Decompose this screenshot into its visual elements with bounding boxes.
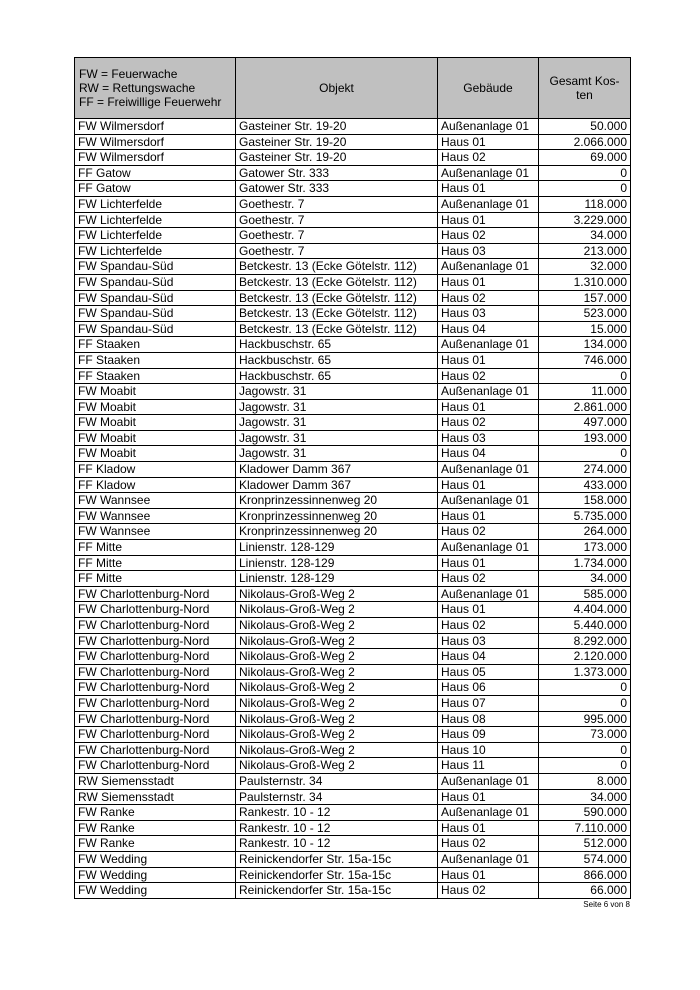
kosten-cell: 2.861.000 bbox=[539, 399, 631, 415]
table-row bbox=[75, 306, 631, 322]
table-row bbox=[75, 664, 631, 680]
table-row bbox=[75, 384, 631, 400]
station-cell: FF Staaken bbox=[75, 337, 236, 353]
kosten-cell: 3.229.000 bbox=[539, 212, 631, 228]
objekt-cell: Betckestr. 13 (Ecke Götelstr. 112) bbox=[236, 259, 438, 275]
kosten-cell: 5.735.000 bbox=[539, 508, 631, 524]
gebaeude-cell: Haus 01 bbox=[438, 212, 539, 228]
table-row bbox=[75, 368, 631, 384]
header-objekt: Objekt bbox=[236, 58, 438, 119]
station-cell: FW Ranke bbox=[75, 836, 236, 852]
gebaeude-cell: Haus 01 bbox=[438, 477, 539, 493]
kosten-cell: 7.110.000 bbox=[539, 820, 631, 836]
station-cell: FW Spandau-Süd bbox=[75, 321, 236, 337]
gebaeude-cell: Außenanlage 01 bbox=[438, 851, 539, 867]
station-cell: FW Moabit bbox=[75, 415, 236, 431]
gebaeude-cell: Haus 02 bbox=[438, 415, 539, 431]
table-row bbox=[75, 883, 631, 899]
objekt-cell: Paulsternstr. 34 bbox=[236, 789, 438, 805]
objekt-cell: Goethestr. 7 bbox=[236, 196, 438, 212]
station-cell: FF Kladow bbox=[75, 477, 236, 493]
station-cell: FW Wilmersdorf bbox=[75, 134, 236, 150]
objekt-cell: Nikolaus-Groß-Weg 2 bbox=[236, 586, 438, 602]
station-cell: RW Siemensstadt bbox=[75, 789, 236, 805]
kosten-cell: 0 bbox=[539, 181, 631, 197]
kosten-cell: 134.000 bbox=[539, 337, 631, 353]
table-row bbox=[75, 477, 631, 493]
objekt-cell: Nikolaus-Groß-Weg 2 bbox=[236, 742, 438, 758]
gebaeude-cell: Haus 01 bbox=[438, 820, 539, 836]
station-cell: FW Moabit bbox=[75, 430, 236, 446]
objekt-cell: Linienstr. 128-129 bbox=[236, 540, 438, 556]
kosten-cell: 497.000 bbox=[539, 415, 631, 431]
table-row bbox=[75, 851, 631, 867]
kosten-cell: 264.000 bbox=[539, 524, 631, 540]
table-row bbox=[75, 836, 631, 852]
station-cell: FW Moabit bbox=[75, 399, 236, 415]
objekt-cell: Betckestr. 13 (Ecke Götelstr. 112) bbox=[236, 306, 438, 322]
gebaeude-cell: Außenanlage 01 bbox=[438, 805, 539, 821]
table-row bbox=[75, 680, 631, 696]
objekt-cell: Jagowstr. 31 bbox=[236, 415, 438, 431]
objekt-cell: Gatower Str. 333 bbox=[236, 181, 438, 197]
gebaeude-cell: Außenanlage 01 bbox=[438, 165, 539, 181]
table-row bbox=[75, 259, 631, 275]
kosten-cell: 995.000 bbox=[539, 711, 631, 727]
station-cell: FF Staaken bbox=[75, 352, 236, 368]
objekt-cell: Kronprinzessinnenweg 20 bbox=[236, 493, 438, 509]
gebaeude-cell: Haus 01 bbox=[438, 181, 539, 197]
table-row bbox=[75, 181, 631, 197]
objekt-cell: Kladower Damm 367 bbox=[236, 477, 438, 493]
table-row bbox=[75, 695, 631, 711]
legend-ff: FF = Freiwillige Feuerwehr bbox=[79, 95, 222, 109]
gebaeude-cell: Haus 05 bbox=[438, 664, 539, 680]
kosten-cell: 4.404.000 bbox=[539, 602, 631, 618]
table-row bbox=[75, 555, 631, 571]
gebaeude-cell: Außenanlage 01 bbox=[438, 462, 539, 478]
gebaeude-cell: Haus 01 bbox=[438, 867, 539, 883]
gebaeude-cell: Haus 02 bbox=[438, 228, 539, 244]
kosten-cell: 69.000 bbox=[539, 150, 631, 166]
objekt-cell: Kronprinzessinnenweg 20 bbox=[236, 524, 438, 540]
gebaeude-cell: Haus 11 bbox=[438, 758, 539, 774]
table-row bbox=[75, 290, 631, 306]
table-row bbox=[75, 462, 631, 478]
table-row bbox=[75, 337, 631, 353]
gebaeude-cell: Haus 03 bbox=[438, 430, 539, 446]
gebaeude-cell: Außenanlage 01 bbox=[438, 493, 539, 509]
header-gesamt-kosten: Gesamt Kos- ten bbox=[539, 58, 631, 119]
kosten-cell: 512.000 bbox=[539, 836, 631, 852]
table-row bbox=[75, 212, 631, 228]
kosten-cell: 158.000 bbox=[539, 493, 631, 509]
gebaeude-cell: Außenanlage 01 bbox=[438, 586, 539, 602]
kosten-cell: 34.000 bbox=[539, 228, 631, 244]
kosten-cell: 866.000 bbox=[539, 867, 631, 883]
table-row bbox=[75, 540, 631, 556]
gebaeude-cell: Haus 06 bbox=[438, 680, 539, 696]
table-row bbox=[75, 867, 631, 883]
objekt-cell: Jagowstr. 31 bbox=[236, 446, 438, 462]
station-cell: FW Wannsee bbox=[75, 493, 236, 509]
kosten-cell: 15.000 bbox=[539, 321, 631, 337]
kosten-cell: 2.120.000 bbox=[539, 649, 631, 665]
objekt-cell: Reinickendorfer Str. 15a-15c bbox=[236, 883, 438, 899]
gebaeude-cell: Haus 02 bbox=[438, 150, 539, 166]
station-cell: FF Kladow bbox=[75, 462, 236, 478]
table-row bbox=[75, 119, 631, 135]
gebaeude-cell: Haus 01 bbox=[438, 602, 539, 618]
kosten-cell: 0 bbox=[539, 680, 631, 696]
kosten-cell: 523.000 bbox=[539, 306, 631, 322]
gebaeude-cell: Haus 02 bbox=[438, 290, 539, 306]
kosten-cell: 213.000 bbox=[539, 243, 631, 259]
station-cell: FW Wannsee bbox=[75, 508, 236, 524]
station-cell: FF Staaken bbox=[75, 368, 236, 384]
gebaeude-cell: Haus 01 bbox=[438, 508, 539, 524]
table-row bbox=[75, 493, 631, 509]
table-header-row bbox=[75, 58, 631, 119]
gebaeude-cell: Außenanlage 01 bbox=[438, 196, 539, 212]
table-row bbox=[75, 430, 631, 446]
table-row bbox=[75, 399, 631, 415]
table-row bbox=[75, 196, 631, 212]
gebaeude-cell: Haus 01 bbox=[438, 134, 539, 150]
station-cell: FW Spandau-Süd bbox=[75, 274, 236, 290]
station-cell: FF Mitte bbox=[75, 555, 236, 571]
station-cell: FW Charlottenburg-Nord bbox=[75, 618, 236, 634]
table-row bbox=[75, 773, 631, 789]
station-cell: FW Wedding bbox=[75, 851, 236, 867]
station-cell: FW Charlottenburg-Nord bbox=[75, 664, 236, 680]
kosten-cell: 0 bbox=[539, 368, 631, 384]
objekt-cell: Rankestr. 10 - 12 bbox=[236, 805, 438, 821]
objekt-cell: Nikolaus-Groß-Weg 2 bbox=[236, 664, 438, 680]
kosten-cell: 5.440.000 bbox=[539, 618, 631, 634]
table-body bbox=[75, 119, 631, 899]
kosten-cell: 8.000 bbox=[539, 773, 631, 789]
header-gebaeude: Gebäude bbox=[438, 58, 539, 119]
table-row bbox=[75, 352, 631, 368]
gebaeude-cell: Haus 10 bbox=[438, 742, 539, 758]
station-cell: FW Spandau-Süd bbox=[75, 290, 236, 306]
objekt-cell: Gasteiner Str. 19-20 bbox=[236, 119, 438, 135]
table-row bbox=[75, 711, 631, 727]
objekt-cell: Nikolaus-Groß-Weg 2 bbox=[236, 633, 438, 649]
kosten-cell: 0 bbox=[539, 165, 631, 181]
table-row bbox=[75, 649, 631, 665]
kosten-cell: 73.000 bbox=[539, 727, 631, 743]
objekt-cell: Betckestr. 13 (Ecke Götelstr. 112) bbox=[236, 290, 438, 306]
objekt-cell: Nikolaus-Groß-Weg 2 bbox=[236, 711, 438, 727]
station-cell: FW Spandau-Süd bbox=[75, 306, 236, 322]
station-cell: FW Spandau-Süd bbox=[75, 259, 236, 275]
gebaeude-cell: Haus 04 bbox=[438, 446, 539, 462]
gebaeude-cell: Außenanlage 01 bbox=[438, 773, 539, 789]
kosten-cell: 50.000 bbox=[539, 119, 631, 135]
gebaeude-cell: Haus 03 bbox=[438, 633, 539, 649]
table-row bbox=[75, 789, 631, 805]
kosten-cell: 1.310.000 bbox=[539, 274, 631, 290]
gebaeude-cell: Haus 02 bbox=[438, 368, 539, 384]
table-row bbox=[75, 446, 631, 462]
table-row bbox=[75, 165, 631, 181]
gebaeude-cell: Haus 07 bbox=[438, 695, 539, 711]
gebaeude-cell: Haus 02 bbox=[438, 571, 539, 587]
table-row bbox=[75, 805, 631, 821]
table-row bbox=[75, 602, 631, 618]
kosten-cell: 1.734.000 bbox=[539, 555, 631, 571]
gebaeude-cell: Haus 02 bbox=[438, 883, 539, 899]
gebaeude-cell: Haus 01 bbox=[438, 789, 539, 805]
kosten-cell: 66.000 bbox=[539, 883, 631, 899]
objekt-cell: Kronprinzessinnenweg 20 bbox=[236, 508, 438, 524]
gebaeude-cell: Haus 04 bbox=[438, 321, 539, 337]
station-cell: FW Charlottenburg-Nord bbox=[75, 727, 236, 743]
objekt-cell: Nikolaus-Groß-Weg 2 bbox=[236, 727, 438, 743]
kosten-cell: 34.000 bbox=[539, 789, 631, 805]
kosten-cell: 0 bbox=[539, 758, 631, 774]
table-row bbox=[75, 571, 631, 587]
station-cell: FW Wilmersdorf bbox=[75, 150, 236, 166]
objekt-cell: Jagowstr. 31 bbox=[236, 384, 438, 400]
station-cell: FW Wedding bbox=[75, 867, 236, 883]
table-row bbox=[75, 618, 631, 634]
station-cell: FW Lichterfelde bbox=[75, 243, 236, 259]
gebaeude-cell: Haus 04 bbox=[438, 649, 539, 665]
table-row bbox=[75, 586, 631, 602]
station-cell: FW Charlottenburg-Nord bbox=[75, 633, 236, 649]
kosten-cell: 274.000 bbox=[539, 462, 631, 478]
table-row bbox=[75, 742, 631, 758]
station-cell: FW Charlottenburg-Nord bbox=[75, 649, 236, 665]
objekt-cell: Betckestr. 13 (Ecke Götelstr. 112) bbox=[236, 274, 438, 290]
kosten-cell: 118.000 bbox=[539, 196, 631, 212]
gebaeude-cell: Haus 03 bbox=[438, 243, 539, 259]
gebaeude-cell: Außenanlage 01 bbox=[438, 337, 539, 353]
objekt-cell: Jagowstr. 31 bbox=[236, 399, 438, 415]
station-cell: FW Wannsee bbox=[75, 524, 236, 540]
objekt-cell: Reinickendorfer Str. 15a-15c bbox=[236, 867, 438, 883]
station-cell: FW Charlottenburg-Nord bbox=[75, 742, 236, 758]
station-cell: FW Charlottenburg-Nord bbox=[75, 695, 236, 711]
station-cell: RW Siemensstadt bbox=[75, 773, 236, 789]
objekt-cell: Gasteiner Str. 19-20 bbox=[236, 150, 438, 166]
objekt-cell: Goethestr. 7 bbox=[236, 212, 438, 228]
kosten-cell: 574.000 bbox=[539, 851, 631, 867]
station-cell: FW Ranke bbox=[75, 805, 236, 821]
objekt-cell: Paulsternstr. 34 bbox=[236, 773, 438, 789]
table-row bbox=[75, 524, 631, 540]
objekt-cell: Goethestr. 7 bbox=[236, 243, 438, 259]
table-row bbox=[75, 228, 631, 244]
objekt-cell: Linienstr. 128-129 bbox=[236, 571, 438, 587]
objekt-cell: Hackbuschstr. 65 bbox=[236, 337, 438, 353]
objekt-cell: Hackbuschstr. 65 bbox=[236, 352, 438, 368]
station-cell: FF Mitte bbox=[75, 540, 236, 556]
objekt-cell: Kladower Damm 367 bbox=[236, 462, 438, 478]
table-row bbox=[75, 415, 631, 431]
station-cell: FW Charlottenburg-Nord bbox=[75, 758, 236, 774]
gebaeude-cell: Haus 03 bbox=[438, 306, 539, 322]
kosten-cell: 173.000 bbox=[539, 540, 631, 556]
gebaeude-cell: Haus 08 bbox=[438, 711, 539, 727]
objekt-cell: Linienstr. 128-129 bbox=[236, 555, 438, 571]
objekt-cell: Goethestr. 7 bbox=[236, 228, 438, 244]
kosten-cell: 585.000 bbox=[539, 586, 631, 602]
objekt-cell: Rankestr. 10 - 12 bbox=[236, 820, 438, 836]
table-row bbox=[75, 134, 631, 150]
station-cell: FW Wedding bbox=[75, 883, 236, 899]
table-row bbox=[75, 150, 631, 166]
objekt-cell: Gasteiner Str. 19-20 bbox=[236, 134, 438, 150]
objekt-cell: Reinickendorfer Str. 15a-15c bbox=[236, 851, 438, 867]
header-legend bbox=[75, 58, 236, 119]
objekt-cell: Nikolaus-Groß-Weg 2 bbox=[236, 680, 438, 696]
table-row bbox=[75, 243, 631, 259]
gebaeude-cell: Haus 01 bbox=[438, 352, 539, 368]
gebaeude-cell: Außenanlage 01 bbox=[438, 540, 539, 556]
objekt-cell: Rankestr. 10 - 12 bbox=[236, 836, 438, 852]
gebaeude-cell: Außenanlage 01 bbox=[438, 384, 539, 400]
kosten-cell: 1.373.000 bbox=[539, 664, 631, 680]
station-cell: FW Wilmersdorf bbox=[75, 119, 236, 135]
gebaeude-cell: Außenanlage 01 bbox=[438, 119, 539, 135]
objekt-cell: Hackbuschstr. 65 bbox=[236, 368, 438, 384]
station-cell: FF Gatow bbox=[75, 165, 236, 181]
kosten-cell: 590.000 bbox=[539, 805, 631, 821]
station-cell: FW Charlottenburg-Nord bbox=[75, 680, 236, 696]
legend-fw: FW = Feuerwache bbox=[79, 67, 178, 81]
station-cell: FW Moabit bbox=[75, 384, 236, 400]
station-cell: FW Moabit bbox=[75, 446, 236, 462]
station-cell: FW Ranke bbox=[75, 820, 236, 836]
station-cell: FF Mitte bbox=[75, 571, 236, 587]
objekt-cell: Nikolaus-Groß-Weg 2 bbox=[236, 602, 438, 618]
kosten-cell: 11.000 bbox=[539, 384, 631, 400]
objekt-cell: Nikolaus-Groß-Weg 2 bbox=[236, 758, 438, 774]
objekt-cell: Nikolaus-Groß-Weg 2 bbox=[236, 695, 438, 711]
objekt-cell: Nikolaus-Groß-Weg 2 bbox=[236, 618, 438, 634]
station-cell: FW Lichterfelde bbox=[75, 196, 236, 212]
objekt-cell: Jagowstr. 31 bbox=[236, 430, 438, 446]
cost-table bbox=[74, 57, 631, 899]
station-cell: FW Lichterfelde bbox=[75, 228, 236, 244]
station-cell: FW Charlottenburg-Nord bbox=[75, 602, 236, 618]
gebaeude-cell: Haus 01 bbox=[438, 399, 539, 415]
table-row bbox=[75, 508, 631, 524]
table-row bbox=[75, 274, 631, 290]
station-cell: FF Gatow bbox=[75, 181, 236, 197]
station-cell: FW Charlottenburg-Nord bbox=[75, 586, 236, 602]
kosten-cell: 2.066.000 bbox=[539, 134, 631, 150]
kosten-cell: 34.000 bbox=[539, 571, 631, 587]
objekt-cell: Betckestr. 13 (Ecke Götelstr. 112) bbox=[236, 321, 438, 337]
table-row bbox=[75, 820, 631, 836]
station-cell: FW Charlottenburg-Nord bbox=[75, 711, 236, 727]
gebaeude-cell: Haus 09 bbox=[438, 727, 539, 743]
legend-rw: RW = Rettungswache bbox=[79, 81, 196, 95]
objekt-cell: Gatower Str. 333 bbox=[236, 165, 438, 181]
table-row bbox=[75, 321, 631, 337]
table-row bbox=[75, 727, 631, 743]
kosten-cell: 157.000 bbox=[539, 290, 631, 306]
gebaeude-cell: Außenanlage 01 bbox=[438, 259, 539, 275]
kosten-cell: 0 bbox=[539, 742, 631, 758]
kosten-cell: 0 bbox=[539, 695, 631, 711]
table-row bbox=[75, 633, 631, 649]
gebaeude-cell: Haus 01 bbox=[438, 274, 539, 290]
kosten-cell: 8.292.000 bbox=[539, 633, 631, 649]
page-number: Seite 6 von 8 bbox=[583, 900, 630, 909]
station-cell: FW Lichterfelde bbox=[75, 212, 236, 228]
kosten-cell: 433.000 bbox=[539, 477, 631, 493]
objekt-cell: Nikolaus-Groß-Weg 2 bbox=[236, 649, 438, 665]
kosten-cell: 193.000 bbox=[539, 430, 631, 446]
gebaeude-cell: Haus 02 bbox=[438, 618, 539, 634]
gebaeude-cell: Haus 01 bbox=[438, 555, 539, 571]
kosten-cell: 746.000 bbox=[539, 352, 631, 368]
kosten-cell: 32.000 bbox=[539, 259, 631, 275]
table-row bbox=[75, 758, 631, 774]
gebaeude-cell: Haus 02 bbox=[438, 524, 539, 540]
kosten-cell: 0 bbox=[539, 446, 631, 462]
gebaeude-cell: Haus 02 bbox=[438, 836, 539, 852]
